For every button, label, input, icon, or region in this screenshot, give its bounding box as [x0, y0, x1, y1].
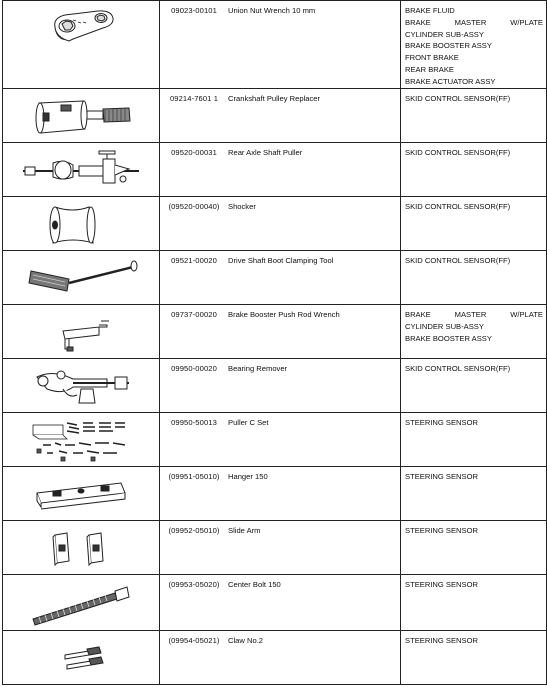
tool-name-cell: [228, 89, 401, 143]
tool-image-cell: [3, 575, 160, 631]
tool-name: Drive Shaft Boot Clamping Tool: [228, 256, 334, 265]
usage-line: REAR BRAKE: [405, 64, 454, 74]
tool-name: Center Bolt 150: [228, 580, 281, 589]
table-row: [3, 413, 547, 467]
part-number: 09737-00020: [171, 310, 217, 319]
union-nut-wrench-icon: [3, 1, 159, 89]
usage-cell: [401, 521, 547, 575]
part-number-cell: [160, 89, 229, 143]
hanger-icon: [3, 467, 159, 521]
table-row: [3, 143, 547, 197]
slide-arm-icon: [3, 521, 159, 575]
part-number-cell: [160, 631, 229, 685]
usage-line: STEERING SENSOR: [405, 472, 478, 481]
tool-image-cell: [3, 631, 160, 685]
table-row: [3, 359, 547, 413]
bearing-remover-icon: [3, 359, 159, 413]
usage-cell: [401, 197, 547, 251]
part-number-cell: [160, 251, 229, 305]
part-number: 09950-50013: [171, 418, 217, 427]
tool-name-cell: [228, 413, 401, 467]
tool-name: Claw No.2: [228, 636, 264, 645]
tool-name-cell: [228, 631, 401, 685]
usage-line: BRAKE MASTER W/PLATE: [405, 310, 543, 319]
puller-c-set-icon: [3, 413, 159, 467]
usage-line: SKID CONTROL SENSOR(FF): [405, 94, 511, 103]
usage-cell: [401, 359, 547, 413]
usage-cell: [401, 143, 547, 197]
part-number-cell: [160, 521, 229, 575]
tool-name-cell: [228, 305, 401, 359]
table-row: [3, 197, 547, 251]
usage-line: SKID CONTROL SENSOR(FF): [405, 202, 511, 211]
usage-line: BRAKE FLUID: [405, 6, 455, 15]
push-rod-wrench-icon: [3, 305, 159, 359]
table-row: [3, 305, 547, 359]
tool-image-cell: [3, 305, 160, 359]
tool-image-cell: [3, 197, 160, 251]
tool-image-cell: [3, 89, 160, 143]
table-row: [3, 521, 547, 575]
tool-image-cell: [3, 251, 160, 305]
tool-name: Crankshaft Pulley Replacer: [228, 94, 321, 103]
usage-line: SKID CONTROL SENSOR(FF): [405, 256, 511, 265]
part-number: (09952-05010): [168, 526, 220, 535]
usage-cell: [401, 1, 547, 89]
usage-line: CYLINDER SUB-ASSY: [405, 29, 484, 39]
part-number-cell: [160, 143, 229, 197]
table-row: [3, 575, 547, 631]
tool-name-cell: [228, 467, 401, 521]
part-number-cell: [160, 413, 229, 467]
table-row: [3, 631, 547, 685]
tool-name-cell: [228, 521, 401, 575]
tool-name: Slide Arm: [228, 526, 261, 535]
tool-name: Bearing Remover: [228, 364, 288, 373]
part-number: 09023-00101: [171, 6, 217, 15]
tool-image-cell: [3, 467, 160, 521]
usage-line: STEERING SENSOR: [405, 636, 478, 645]
usage-line: BRAKE MASTER W/PLATE: [405, 17, 543, 27]
tool-image-cell: [3, 143, 160, 197]
part-number-cell: [160, 467, 229, 521]
part-number-cell: [160, 197, 229, 251]
table-row: [3, 1, 547, 89]
tool-name-cell: [228, 251, 401, 305]
tool-image-cell: [3, 413, 160, 467]
shocker-icon: [3, 197, 159, 251]
tool-name: Hanger 150: [228, 472, 268, 481]
claw-icon: [3, 631, 159, 685]
usage-cell: [401, 413, 547, 467]
tool-name: Brake Booster Push Rod Wrench: [228, 310, 340, 319]
usage-line: STEERING SENSOR: [405, 580, 478, 589]
tool-name: Puller C Set: [228, 418, 269, 427]
part-number-cell: [160, 305, 229, 359]
tool-image-cell: [3, 521, 160, 575]
usage-cell: [401, 631, 547, 685]
usage-cell: [401, 251, 547, 305]
part-number: 09950-00020: [171, 364, 217, 373]
usage-line: BRAKE BOOSTER ASSY: [405, 41, 492, 51]
part-number: 09521-00020: [171, 256, 217, 265]
table-row: [3, 89, 547, 143]
tool-image-cell: [3, 359, 160, 413]
special-service-tools-table: [2, 0, 547, 685]
usage-line: BRAKE BOOSTER ASSY: [405, 333, 492, 343]
usage-line: STEERING SENSOR: [405, 418, 478, 427]
center-bolt-icon: [3, 575, 159, 631]
part-number: (09951-05010): [168, 472, 220, 481]
part-number-cell: [160, 575, 229, 631]
part-number: (09953-05020): [168, 580, 220, 589]
usage-line: SKID CONTROL SENSOR(FF): [405, 364, 511, 373]
usage-line: FRONT BRAKE: [405, 53, 459, 63]
usage-cell: [401, 575, 547, 631]
part-number: (09520-00040): [168, 202, 220, 211]
part-number-cell: [160, 1, 229, 89]
tool-name-cell: [228, 575, 401, 631]
part-number-cell: [160, 359, 229, 413]
usage-cell: [401, 467, 547, 521]
tool-name-cell: [228, 143, 401, 197]
drive-shaft-boot-clamping-tool-icon: [3, 251, 159, 305]
usage-line: CYLINDER SUB-ASSY: [405, 321, 484, 331]
usage-line: SKID CONTROL SENSOR(FF): [405, 148, 511, 157]
tool-name-cell: [228, 197, 401, 251]
tool-name-cell: [228, 359, 401, 413]
part-number: 09520-00031: [171, 148, 217, 157]
rear-axle-shaft-puller-icon: [3, 143, 159, 197]
tool-name: Rear Axle Shaft Puller: [228, 148, 303, 157]
tool-name-cell: [228, 1, 401, 89]
tool-name: Shocker: [228, 202, 256, 211]
tool-image-cell: [3, 1, 160, 89]
usage-line: BRAKE ACTUATOR ASSY: [405, 76, 496, 86]
crankshaft-pulley-replacer-icon: [3, 89, 159, 143]
tool-name: Union Nut Wrench 10 mm: [228, 6, 316, 15]
table-row: [3, 251, 547, 305]
usage-cell: [401, 89, 547, 143]
part-number: 09214-7601 1: [169, 94, 219, 103]
part-number: (09954-05021): [168, 636, 220, 645]
usage-cell: [401, 305, 547, 359]
usage-line: STEERING SENSOR: [405, 526, 478, 535]
table-row: [3, 467, 547, 521]
